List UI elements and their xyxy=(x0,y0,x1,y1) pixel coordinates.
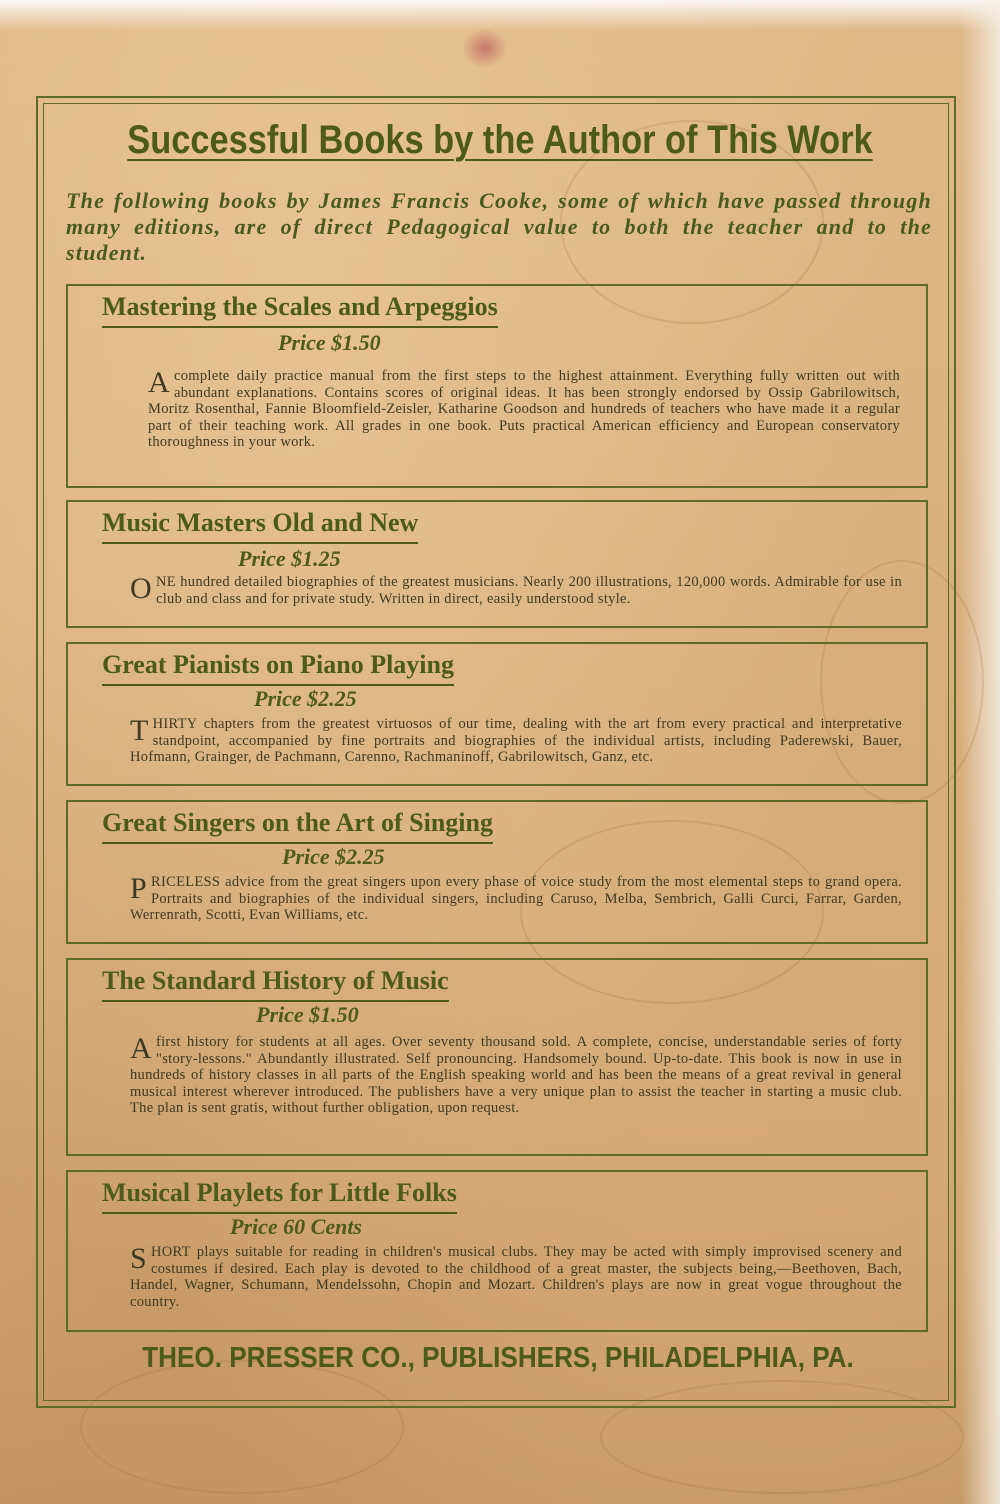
book-description: ONE hundred detailed biographies of the greatest musicians. Nearly 200 illustrations, 120,000 words. Admirable for use in club and class and for private study. Written in direct, easily understood style. xyxy=(130,572,902,607)
drop-cap: P xyxy=(130,872,147,905)
book-title: Great Singers on the Art of Singing xyxy=(102,808,493,844)
book-title: Musical Playlets for Little Folks xyxy=(102,1178,457,1214)
book-price: Price $1.50 xyxy=(256,1002,359,1027)
book-price: Price $1.25 xyxy=(238,546,341,571)
book-entry xyxy=(66,958,928,1156)
book-price: Price $2.25 xyxy=(254,686,357,711)
drop-cap: S xyxy=(130,1242,147,1275)
book-entry xyxy=(66,284,928,488)
intro-paragraph: The following books by James Francis Cooke, some of which have passed through many editions, are of direct Pedagogical value to both the teacher and to the student. xyxy=(66,188,932,265)
page-title: Successful Books by the Author of This Work xyxy=(127,118,873,162)
book-title: Great Pianists on Piano Playing xyxy=(102,650,454,686)
torn-right-edge xyxy=(960,0,1000,1504)
drop-cap: T xyxy=(130,714,149,747)
book-price: Price 60 Cents xyxy=(230,1214,362,1239)
drop-cap: A xyxy=(130,1032,152,1065)
book-entry xyxy=(66,800,928,944)
drop-cap: A xyxy=(148,366,170,399)
book-entry xyxy=(66,642,928,786)
book-title: Music Masters Old and New xyxy=(102,508,418,544)
book-price: Price $1.50 xyxy=(278,330,381,355)
publisher-footer: THEO. PRESSER CO., PUBLISHERS, PHILADELPHIA, PA. xyxy=(142,1342,854,1374)
book-entry xyxy=(66,500,928,628)
book-entry xyxy=(66,1170,928,1332)
book-price: Price $2.25 xyxy=(282,844,385,869)
drop-cap: O xyxy=(130,572,152,605)
book-title: The Standard History of Music xyxy=(102,966,449,1002)
book-description: A complete daily practice manual from the first steps to the highest attainment. Everything fully written out with abundant explanations. Contains scores of original ideas. It has been strongly endorsed by Ossip Gabrilowitsch, Moritz Rosenthal, Fannie Bloomfield-Zeisler, Katharine Goodson and hundreds of teachers who have made it a regular part of their teaching work. All grades in one book. Puts practical American efficiency and European conservatory thoroughness in your work. xyxy=(148,366,900,450)
torn-top-edge xyxy=(0,0,1000,30)
book-description: THIRTY chapters from the greatest virtuosos of our time, dealing with the art from every practical and interpretative standpoint, accompanied by fine portraits and biographies of the individual artists, including Paderewski, Bauer, Hofmann, Grainger, de Pachmann, Carenno, Rachmaninoff, Gabrilowitsch, Ganz, etc. xyxy=(130,714,902,765)
book-description: A first history for students at all ages. Over seventy thousand sold. A complete, concise, understandable series of forty "story-lessons." Abundantly illustrated. Self pronouncing. Handsomely bound. Up-to-date. This book is now in use in hundreds of history classes in all parts of the English speaking world and has been the means of a great revival in general musical interest wherever introduced. The publishers have a very unique plan to assist the teacher in starting a music club. The plan is sent gratis, without further obligation, upon request. xyxy=(130,1032,902,1116)
book-description: PRICELESS advice from the great singers upon every phase of voice study from the most elemental steps to grand opera. Portraits and biographies of the individual singers, including Caruso, Melba, Sembrich, Galli Curci, Farrar, Garden, Werrenrath, Scotti, Evan Williams, etc. xyxy=(130,872,902,923)
book-title: Mastering the Scales and Arpeggios xyxy=(102,292,498,328)
book-description: SHORT plays suitable for reading in children's musical clubs. They may be acted with simply improvised scenery and costumes if desired. Each play is devoted to the childhood of a great master, the subjects being,—Beethoven, Bach, Handel, Wagner, Schumann, Mendelssohn, Chopin and Mozart. Children's plays are now in great vogue throughout the country. xyxy=(130,1242,902,1310)
red-stain-mark xyxy=(462,28,508,68)
